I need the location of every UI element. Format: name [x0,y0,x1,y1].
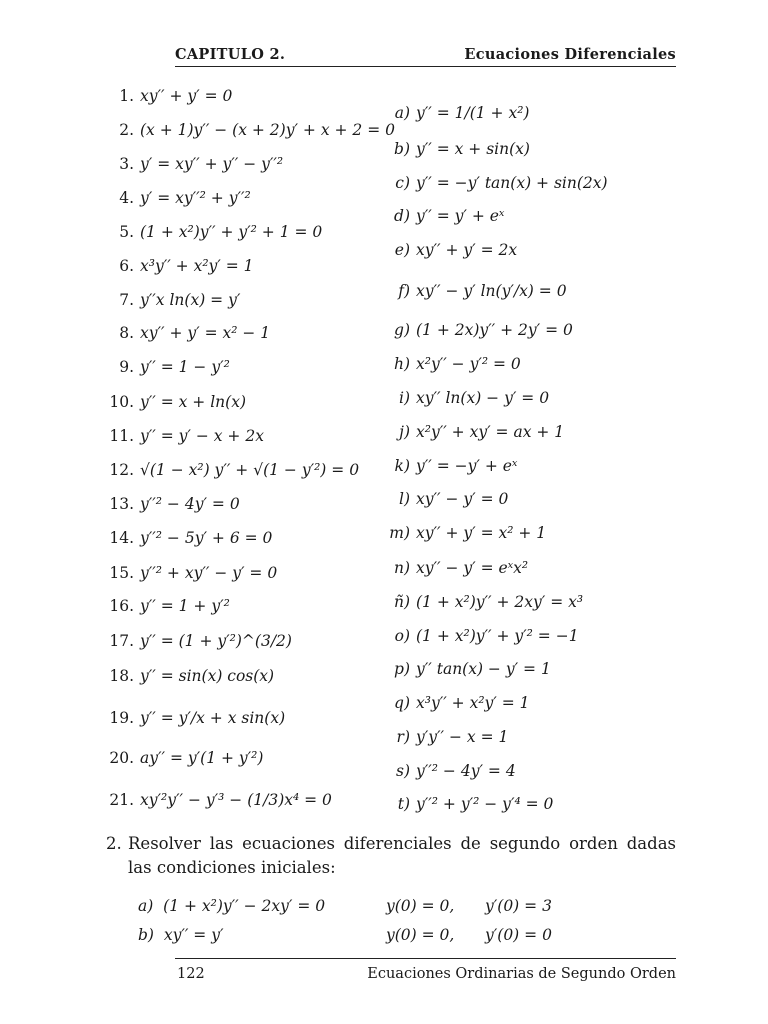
right-equation-f: f) xy′′ − y′ ln(y′/x) = 0 [398,282,567,300]
left-equation-15: 15. y′′² + xy′′ − y′ = 0 [109,564,278,582]
left-equation-12: 12. √(1 − x²) y′′ + √(1 − y′²) = 0 [109,461,360,479]
right-equation-c: c) y′′ = −y′ tan(x) + sin(2x) [395,174,608,192]
left-equation-8: 8. xy′′ + y′ = x² − 1 [119,324,271,342]
page-number: 122 [177,966,205,982]
right-equation-r: r) y′y′′ − x = 1 [396,728,509,746]
left-equation-17: 17. y′′ = (1 + y′²)^(3/2) [109,632,292,650]
right-equation-t: t) y′′² + y′² − y′⁴ = 0 [397,795,554,813]
left-equation-18: 18. y′′ = sin(x) cos(x) [109,667,275,685]
left-equation-21: 21. xy′²y′′ − y′³ − (1/3)x⁴ = 0 [109,791,332,809]
condition-b-dy0: y′(0) = 0 [485,926,552,944]
condition-row-a: a) (1 + x²)y′′ − 2xy′ = 0 [138,897,326,915]
page-header [175,44,676,67]
right-equation-o: o) (1 + x²)y′′ + y′² = −1 [394,627,579,645]
right-equation-i: i) xy′′ ln(x) − y′ = 0 [398,389,550,407]
right-equation-n: n) xy′′ − y′ = eˣx² [393,559,529,577]
exercise-number: 2. [106,834,122,853]
condition-b-y0: y(0) = 0, [386,926,455,944]
right-equation-b: b) y′′ = x + sin(x) [394,140,530,158]
chapter-label: CAPITULO 2. [175,46,286,63]
right-equation-q: q) x³y′′ + x²y′ = 1 [394,694,530,712]
left-equation-13: 13. y′′² − 4y′ = 0 [109,495,240,513]
chapter-title: Ecuaciones Diferenciales [464,46,676,63]
right-equation-p: p) y′′ tan(x) − y′ = 1 [394,660,551,678]
right-equation-e: e) xy′′ + y′ = 2x [394,241,518,259]
left-equation-16: 16. y′′ = 1 + y′² [109,597,230,615]
left-equation-19: 19. y′′ = y′/x + x sin(x) [109,709,286,727]
left-equation-10: 10. y′′ = x + ln(x) [109,393,246,411]
right-equation-j: j) x²y′′ + xy′ = ax + 1 [399,423,565,441]
right-equation-g: g) (1 + 2x)y′′ + 2y′ = 0 [394,321,573,339]
left-equation-1: 1. xy′′ + y′ = 0 [119,87,233,105]
right-equation-k: k) y′′ = −y′ + eˣ [394,457,518,475]
right-equation-a: a) y′′ = 1/(1 + x²) [394,104,530,122]
right-equation-l: l) xy′′ − y′ = 0 [398,490,509,508]
exercise-2 [106,832,676,880]
left-equation-11: 11. y′′ = y′ − x + 2x [109,427,264,445]
left-equation-6: 6. x³y′′ + x²y′ = 1 [119,257,254,275]
condition-a-y0: y(0) = 0, [386,897,455,915]
left-equation-20: 20. ay′′ = y′(1 + y′²) [109,749,264,767]
condition-row-b: b) xy′′ = y′ [138,926,224,944]
left-equation-9: 9. y′′ = 1 − y′² [119,358,230,376]
condition-a-dy0: y′(0) = 3 [485,897,552,915]
left-equation-4: 4. y′ = xy′′² + y′′² [119,189,251,207]
right-equation-m: m) xy′′ + y′ = x² + 1 [389,524,547,542]
right-equation-s: s) y′′² − 4y′ = 4 [395,762,516,780]
right-equation-h: h) x²y′′ − y′² = 0 [393,355,521,373]
left-equation-14: 14. y′′² − 5y′ + 6 = 0 [109,529,273,547]
right-equation-enye: ñ) (1 + x²)y′′ + 2xy′ = x³ [393,593,584,611]
left-equation-2: 2. (x + 1)y′′ − (x + 2)y′ + x + 2 = 0 [119,121,395,139]
exercise-statement: Resolver las ecuaciones diferenciales de segundo orden dadas las condiciones iniciales: [128,834,676,877]
left-equation-3: 3. y′ = xy′′ + y′′ − y′′² [119,155,284,173]
footer-title: Ecuaciones Ordinarias de Segundo Orden [367,966,676,982]
page-footer [175,958,676,982]
left-equation-7: 7. y′′x ln(x) = y′ [119,291,241,309]
left-equation-5: 5. (1 + x²)y′′ + y′² + 1 = 0 [119,223,323,241]
right-equation-d: d) y′′ = y′ + eˣ [394,207,505,225]
